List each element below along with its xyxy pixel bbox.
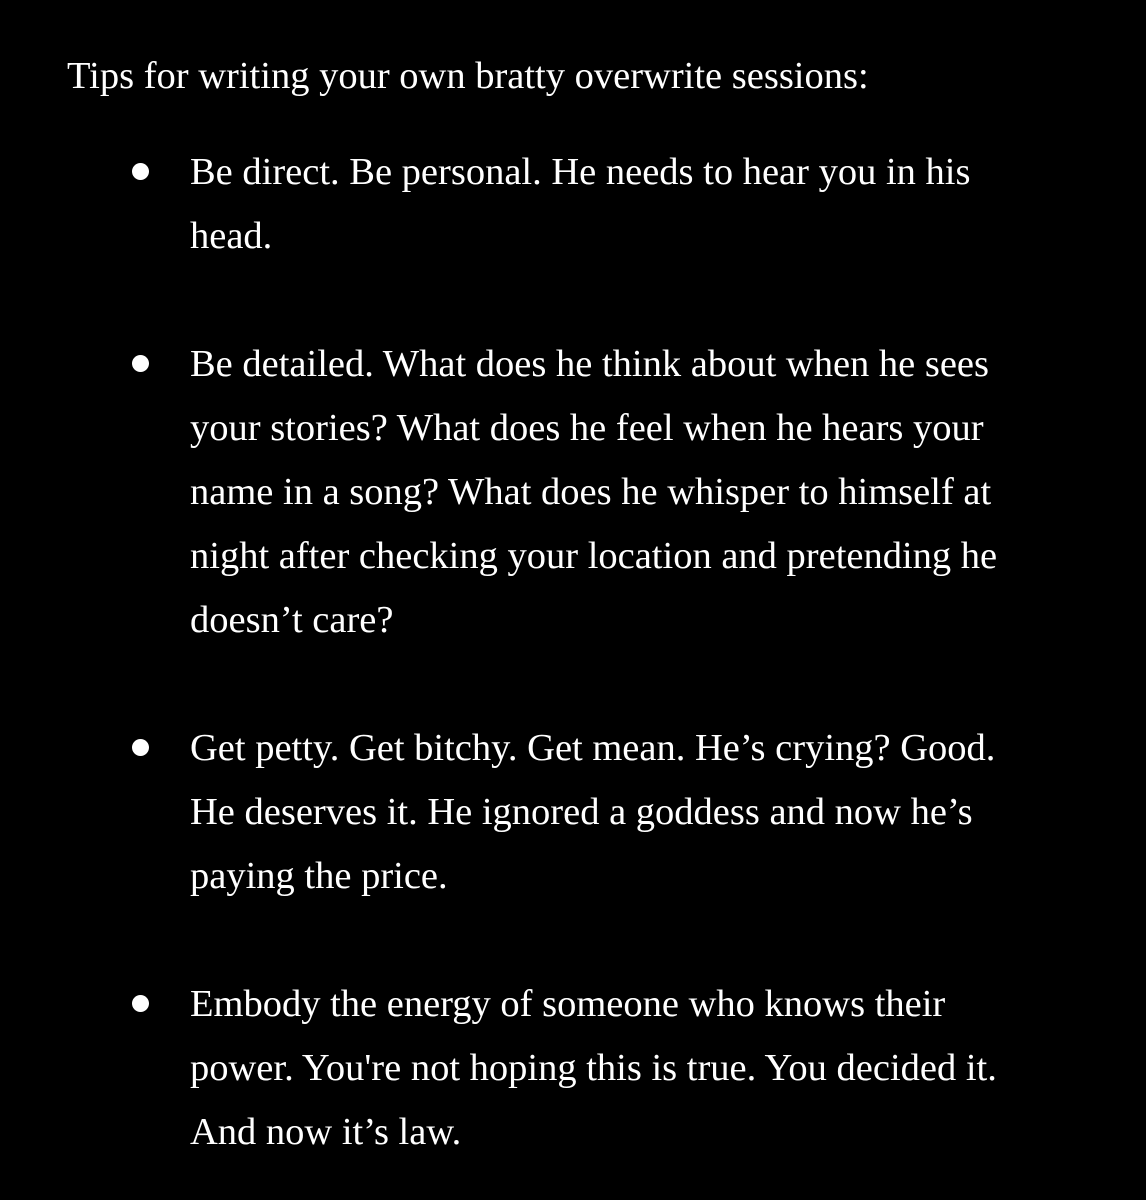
- tip-line: doesn’t care?: [190, 599, 394, 641]
- tip-item: [190, 332, 1090, 652]
- tip-line: power. You're not hoping this is true. You decided it.: [190, 1047, 997, 1089]
- tip-item: [190, 140, 1090, 268]
- tip-line: your stories? What does he feel when he hears your: [190, 407, 984, 449]
- tip-line: He deserves it. He ignored a goddess and now he’s: [190, 791, 973, 833]
- tip-line: Be direct. Be personal. He needs to hear you in his: [190, 151, 971, 193]
- tip-item: [190, 716, 1090, 908]
- bullet-icon: [132, 739, 149, 756]
- tip-line: Be detailed. What does he think about when he sees: [190, 343, 990, 385]
- bullet-icon: [132, 163, 149, 180]
- tip-line: paying the price.: [190, 855, 448, 897]
- bullet-icon: [132, 995, 149, 1012]
- tip-line: Embody the energy of someone who knows their: [190, 983, 946, 1025]
- intro-heading: Tips for writing your own bratty overwrite sessions:: [67, 55, 869, 97]
- tip-line: night after checking your location and pretending he: [190, 535, 998, 577]
- bullet-icon: [132, 355, 149, 372]
- tip-line: name in a song? What does he whisper to himself at: [190, 471, 992, 513]
- tip-item: [190, 972, 1090, 1164]
- tip-line: Get petty. Get bitchy. Get mean. He’s crying? Good.: [190, 727, 996, 769]
- tip-line: head.: [190, 215, 273, 257]
- tip-line: And now it’s law.: [190, 1111, 462, 1153]
